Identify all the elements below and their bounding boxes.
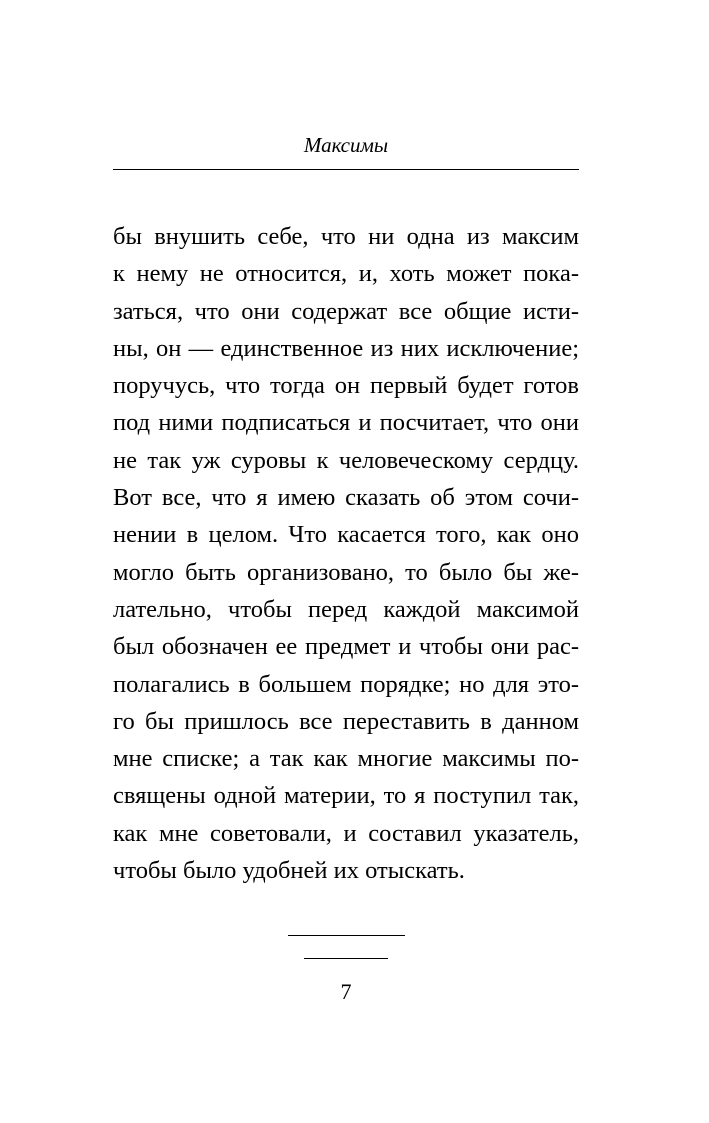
page-number: 7 [340, 979, 352, 1004]
end-rule-short [304, 958, 388, 959]
text-line: священы одной материи, то я поступил так, [113, 782, 579, 810]
text-line: под ними подписаться и посчитает, что они [113, 409, 579, 437]
text-line: как мне советовали, и составил указатель, [113, 819, 579, 847]
text-line: ны, он — единственное из них исключение; [113, 334, 579, 362]
text-line: не так уж суровы к человеческому сердцу. [113, 446, 579, 474]
text-line: поручусь, что тогда он первый будет готов [113, 372, 579, 400]
text-line: мне списке; а так как многие максимы по- [113, 745, 579, 773]
text-line: бы внушить себе, что ни одна из максим [113, 223, 579, 250]
text-line: Вот все, что я имею сказать об этом сочи- [113, 484, 579, 512]
header-rule [113, 169, 579, 170]
text-line: лательно, чтобы перед каждой максимой [113, 595, 579, 623]
text-line: к нему не относится, и, хоть может пока- [113, 260, 579, 288]
text-line: го бы пришлось все переставить в данном [113, 707, 579, 735]
text-line: могло быть организовано, то было бы же- [113, 558, 579, 586]
text-line-last: чтобы было удобней их отыскать. [113, 857, 465, 885]
text-line: был обозначен ее предмет и чтобы они рас- [113, 633, 579, 661]
text-line: нении в целом. Что касается того, как оно [113, 521, 579, 549]
end-rule-long [288, 935, 405, 936]
running-head: Максимы [303, 133, 389, 157]
text-line: заться, что они содержат все общие исти- [113, 297, 579, 325]
text-line: полагались в большем порядке; но для это- [113, 670, 579, 698]
body-text [113, 218, 579, 889]
